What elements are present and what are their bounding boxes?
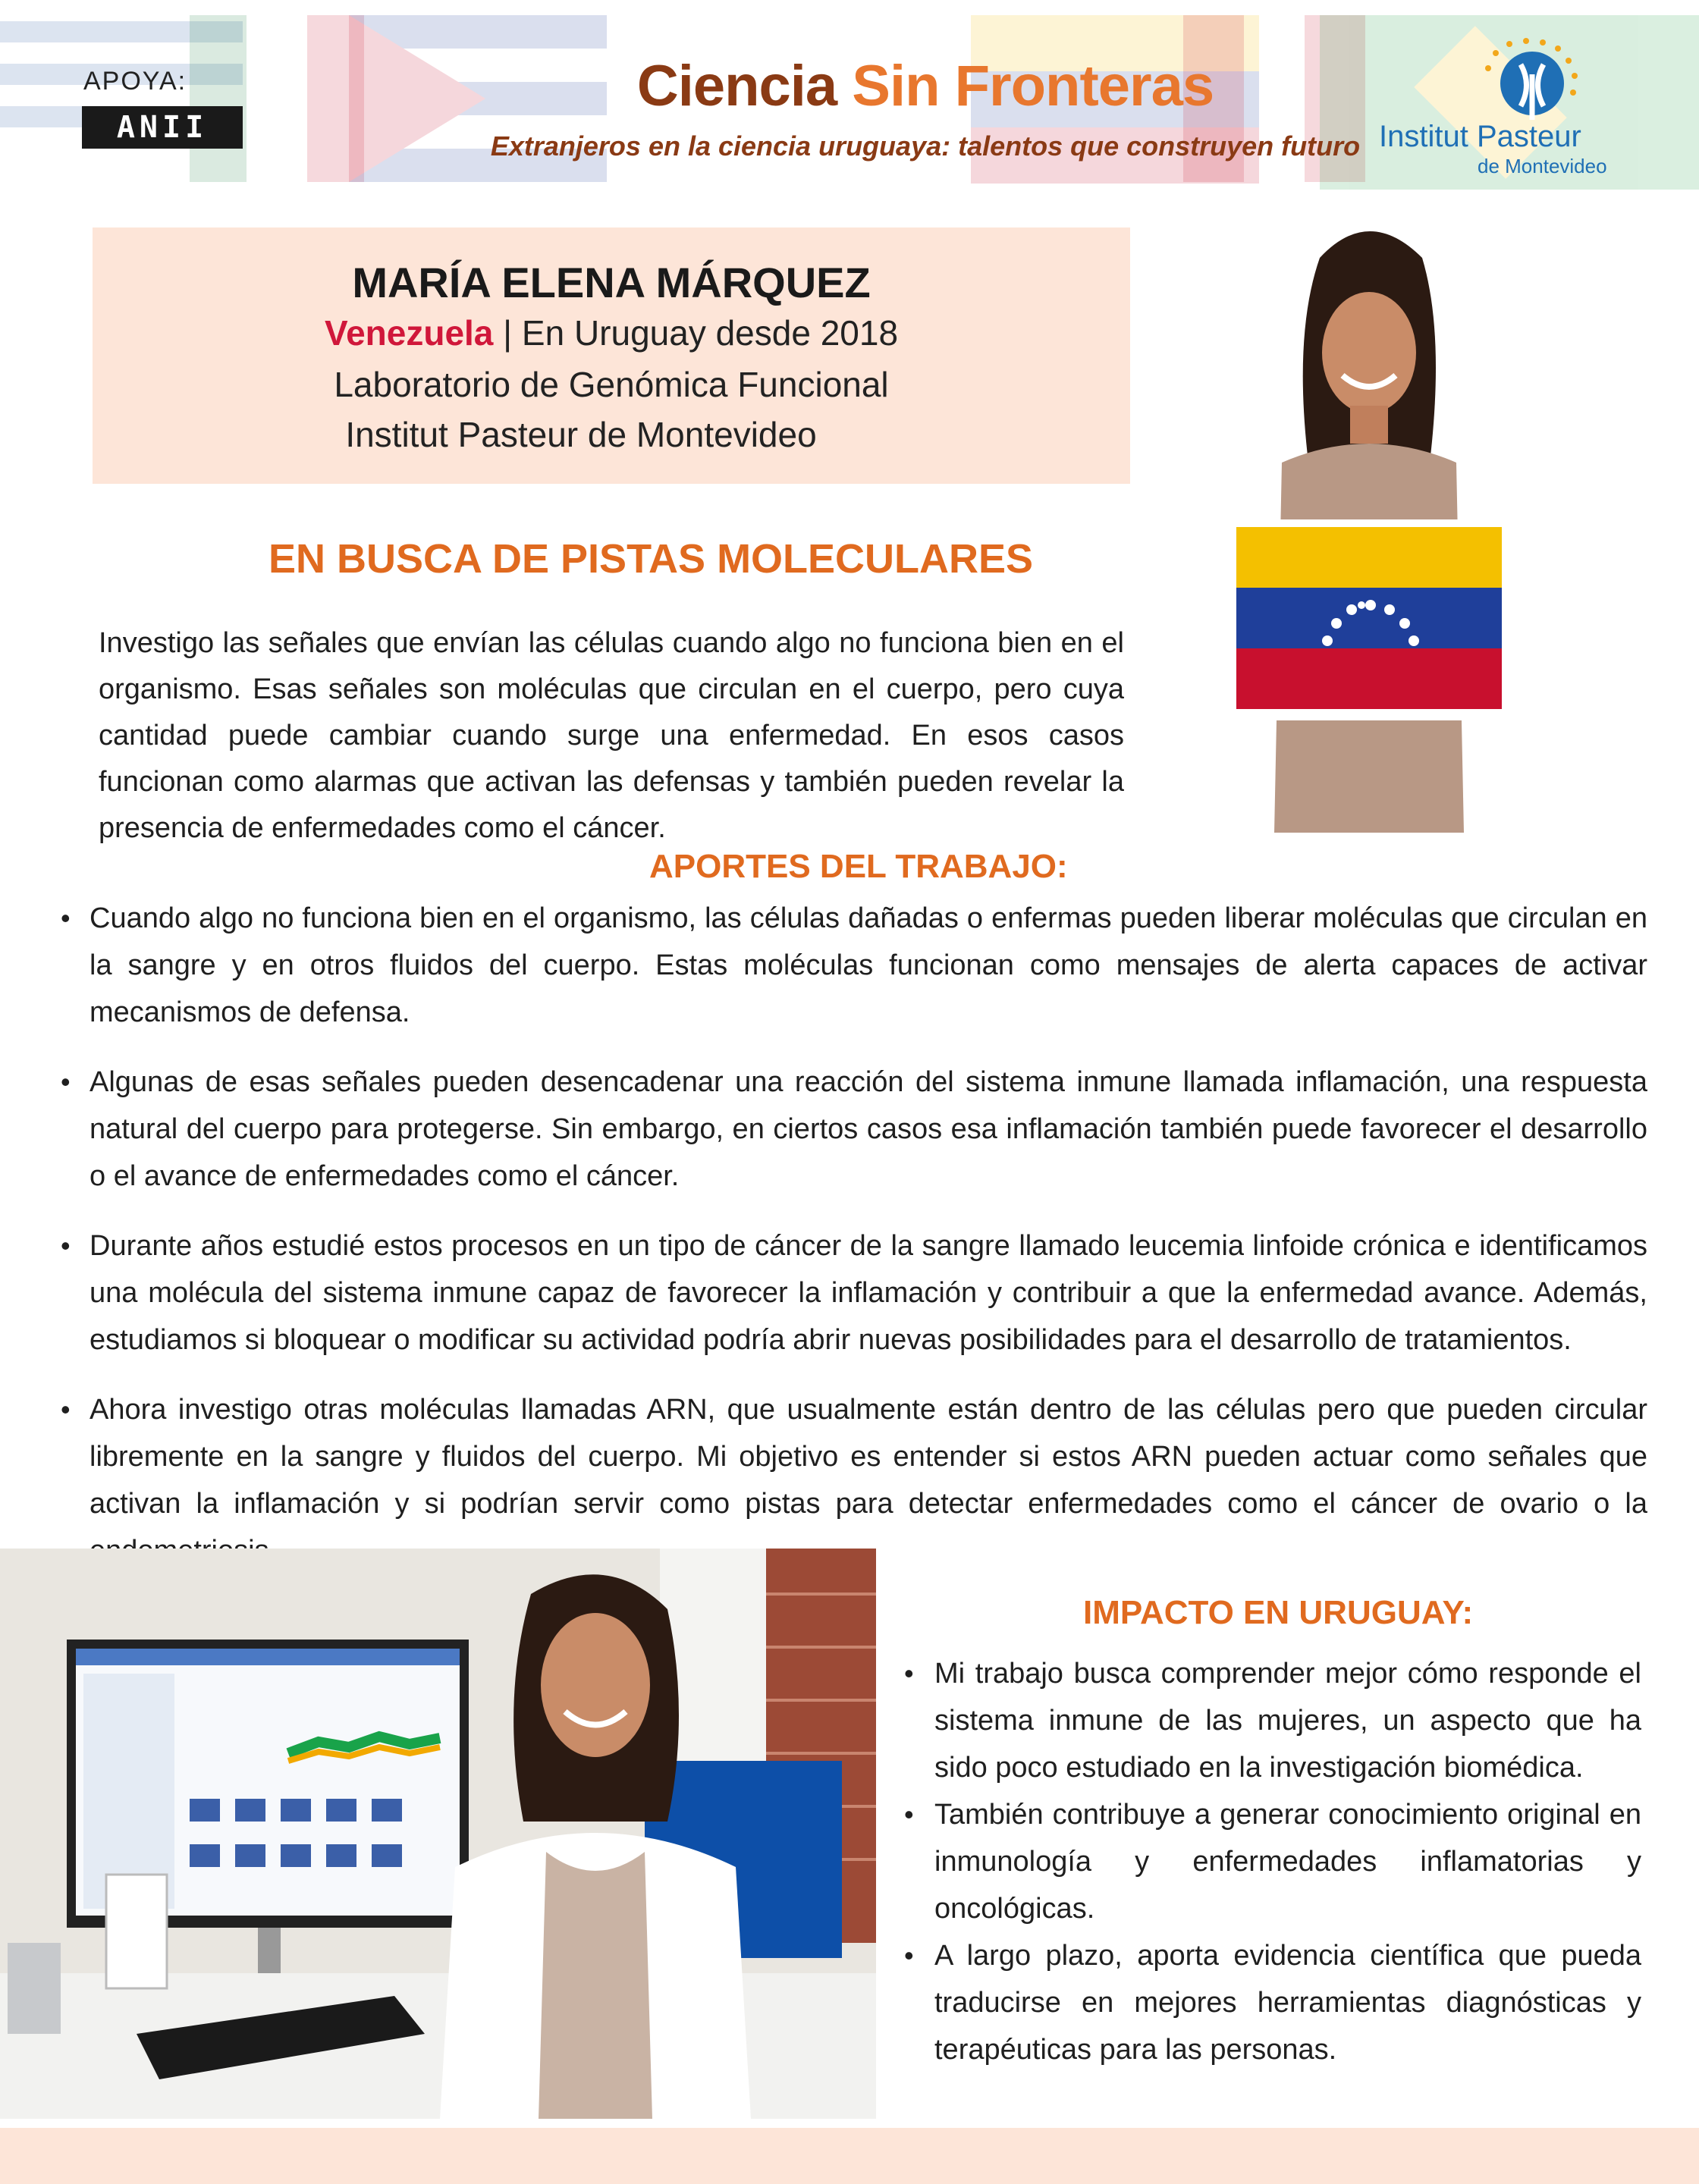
person-name: MARÍA ELENA MÁRQUEZ: [352, 259, 871, 306]
header-banner: [0, 0, 1699, 193]
contribution-item: • Ahora investigo otras moléculas llamadas ARN, que usualmente están dentro de las células pero que pueden circular libremente en la sangre y fluidos del cuerpo. Mi objetivo es entender si estos ARN pueden actuar como señales que activan la inflamación y si podrían servir como pistas para detectar enfermedades como el cáncer de ovario o la: [61, 1386, 1647, 1574]
bullet-icon: •: [904, 1658, 914, 1689]
impact-item: • También contribuye a generar conocimiento original en inmunología y enfermedades inflamatorias y oncológicas.: [904, 1791, 1641, 1932]
profile-box: [93, 228, 1130, 484]
research-heading: EN BUSCA DE PISTAS MOLECULARES: [269, 536, 1034, 582]
institution-name: Institut Pasteur de Montevideo: [345, 415, 817, 454]
impact-item: • Mi trabajo busca comprender mejor cómo responde el sistema inmune de las mujeres, un aspecto que ha sido poco estudiado en la investigación biomédica.: [904, 1650, 1641, 1791]
bullet-icon: •: [904, 1940, 914, 1971]
title-part-sin-fronteras: Sin Fronteras: [852, 54, 1214, 118]
bullet-icon: •: [61, 902, 71, 934]
title-part-ciencia: Ciencia: [636, 54, 837, 118]
impact-item: • A largo plazo, aporta evidencia científica que pueda traducirse en mejores herramientas diagnósticas y terapéuticas para las personas.: [904, 1932, 1641, 2073]
institute-name: Institut Pasteur: [1379, 120, 1581, 153]
bullet-icon: •: [61, 1066, 71, 1097]
contribution-item: • Durante años estudié estos procesos en un tipo de cáncer de la sangre llamado leucemia linfoide crónica e identificamos una molécula del sistema inmune capaz de favorecer la inflamación y contribuir a que la enfermedad avance. Además, estudiamos si bloquear o modificar su actividad podría abrir nuevas posibilidades para el desarrollo de tratamientos.: [61, 1222, 1647, 1363]
impact-list: [904, 1650, 1641, 2073]
bullet-icon: •: [61, 1394, 71, 1425]
lab-photo: [0, 1549, 876, 2119]
anii-logo-text: ANII: [116, 110, 209, 145]
contributions-heading: APORTES DEL TRABAJO:: [649, 848, 1068, 885]
arrival-year: | En Uruguay desde 2018: [503, 313, 899, 353]
supporter-label: APOYA:: [83, 67, 187, 96]
contribution-item: • Cuando algo no funciona bien en el organismo, las células dañadas o enfermas pueden liberar moléculas que circulan en la sangre y en otros fluidos del cuerpo. Estas moléculas funcionan como mensajes de alerta capaces de activar mecanismos de defensa.: [61, 895, 1647, 1036]
footer-band: [0, 2128, 1699, 2184]
anii-logo: [82, 106, 243, 149]
header-subtitle: Extranjeros en la ciencia uruguaya: talentos que construyen futuro: [490, 130, 1361, 162]
bullet-icon: •: [61, 1230, 71, 1261]
contribution-item: • Algunas de esas señales pueden desencadenar una reacción del sistema inmune llamada inflamación, una respuesta natural del cuerpo para protegerse. Sin embargo, en ciertos casos esa inflamación también puede favorecer el desarrollo o el avance de enfermedades como el cáncer.: [61, 1059, 1647, 1200]
contributions-list: [61, 895, 1647, 1597]
portrait-photo-with-venezuela-flag: [1236, 212, 1502, 833]
country-name: Venezuela: [324, 313, 494, 353]
origin-line: [93, 312, 1130, 353]
impact-heading: IMPACTO EN URUGUAY:: [1083, 1594, 1474, 1631]
bullet-icon: •: [904, 1799, 914, 1830]
mexico-flag-decoration: [190, 0, 364, 193]
laboratory-name: Laboratorio de Genómica Funcional: [334, 365, 889, 404]
header-title: [546, 53, 1305, 119]
research-paragraph: Investigo las señales que envían las células cuando algo no funciona bien en el organismo. Esas señales son moléculas que circulan en el cuerpo, pero cuya cantidad puede cambiar cuando surge una enfermedad. En esos casos funcionan como alarmas que activan las defensas y también pueden revelar la presencia de enfermedades como el cáncer.: [99, 627, 1124, 844]
institute-subname: de Montevideo: [1478, 155, 1607, 177]
